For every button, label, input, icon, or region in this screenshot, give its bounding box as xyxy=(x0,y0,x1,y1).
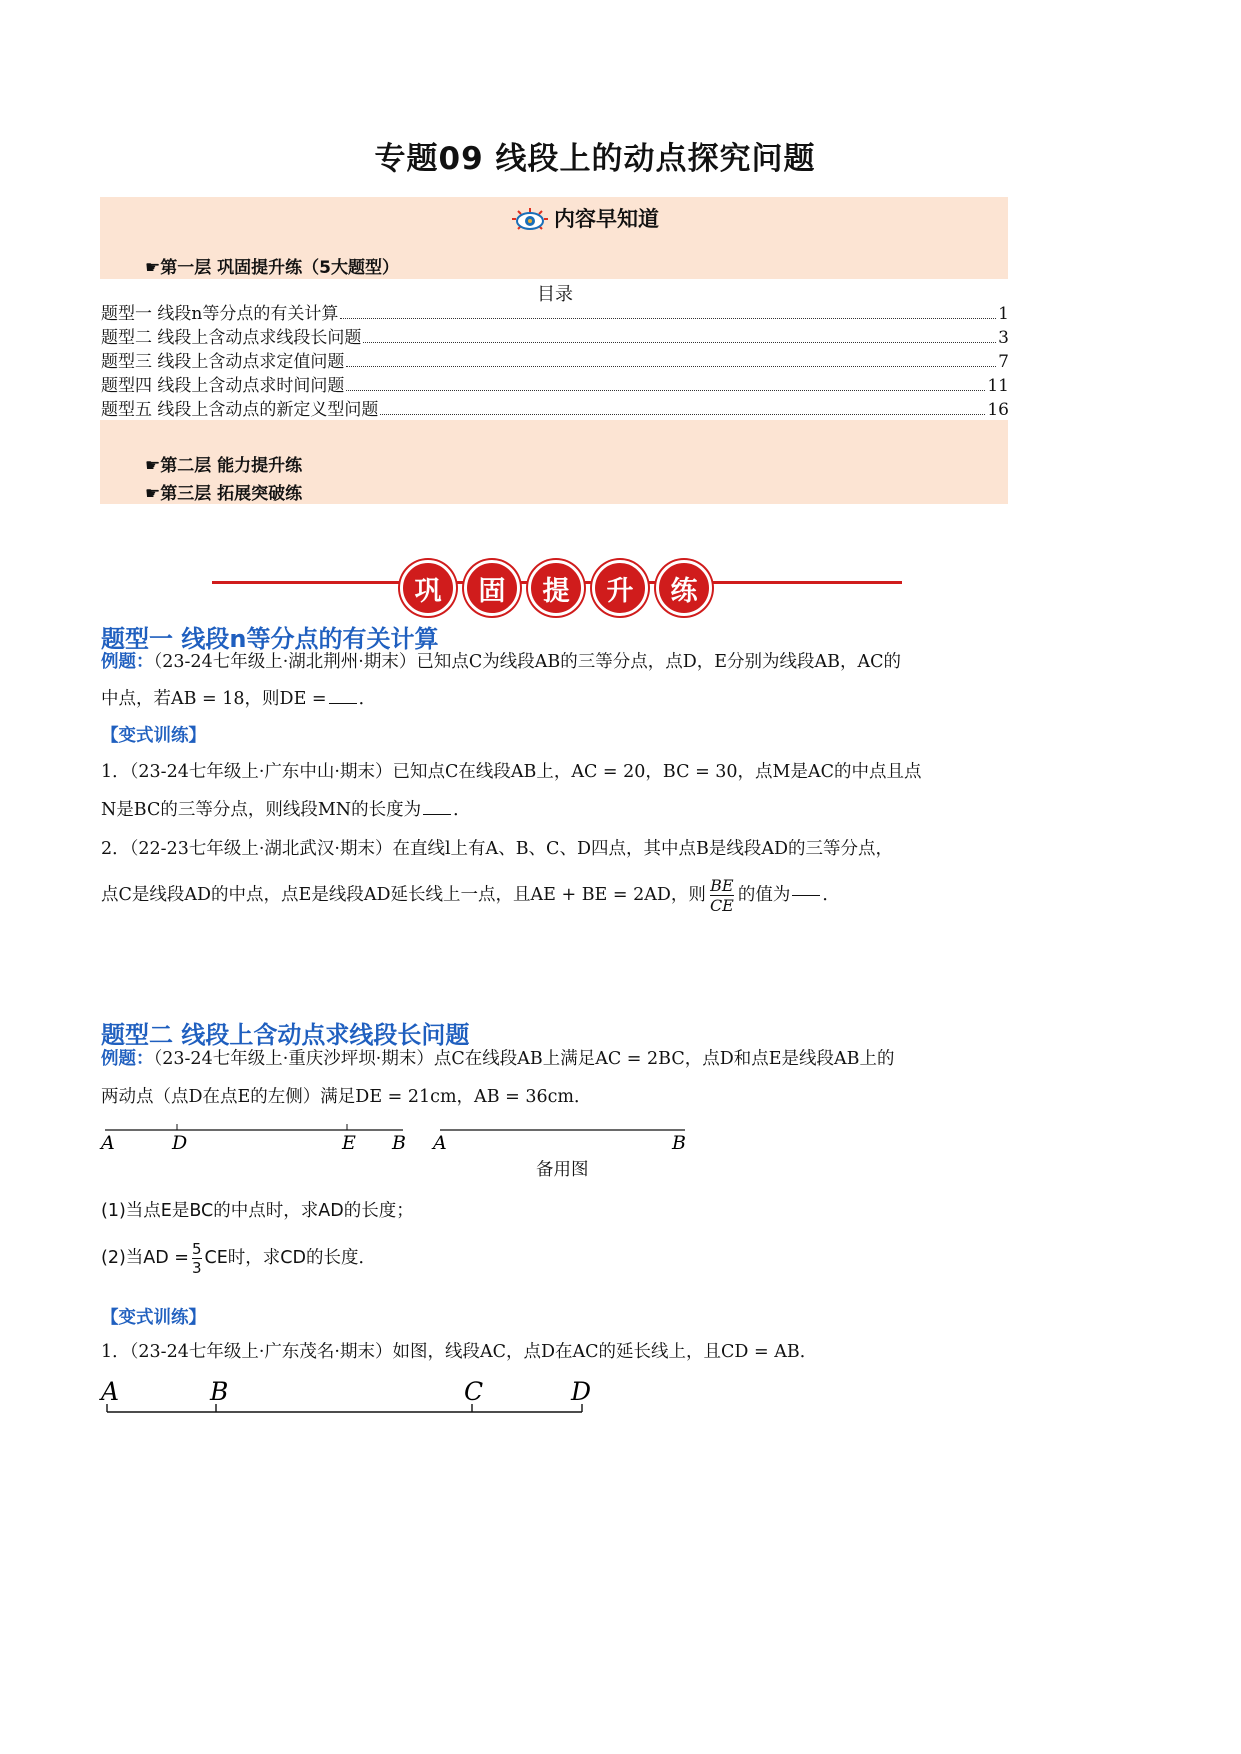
toc-item-label: 题型四 线段上含动点求时间问题 xyxy=(101,376,345,396)
section-2-example-line-2: 两动点（点D在点E的左侧）满足DE = 21cm，AB = 36cm． xyxy=(101,1087,592,1107)
toc-item-label: 题型三 线段上含动点求定值问题 xyxy=(101,352,345,372)
answer-blank[interactable] xyxy=(329,703,357,704)
section-2-example-line-1 xyxy=(101,1049,895,1070)
section-1-heading: 题型一 线段n等分点的有关计算 xyxy=(101,625,439,653)
point-label-a: A xyxy=(101,1132,115,1154)
banner-char: 升 xyxy=(592,560,648,616)
toc-leader xyxy=(346,390,985,391)
point-label-c: C xyxy=(464,1377,484,1406)
toc-item[interactable] xyxy=(101,326,1009,348)
segment-figure-1 xyxy=(95,1118,715,1158)
point-label-e: E xyxy=(342,1132,356,1154)
point-label-d: D xyxy=(172,1132,188,1154)
point-label-b: B xyxy=(210,1377,229,1406)
sub-question-1: (1)当点E是BC的中点时，求AD的长度； xyxy=(101,1201,414,1221)
fraction-denominator: CE xyxy=(709,896,734,916)
toc-item-label: 题型二 线段上含动点求线段长问题 xyxy=(101,328,362,348)
variant-question-1: 1．（23-24七年级上·广东茂名·期末）如图，线段AC，点D在AC的延长线上，且CD = AB． xyxy=(101,1342,818,1362)
point-label-a: A xyxy=(101,1377,120,1406)
fraction-numerator: BE xyxy=(710,876,734,895)
toc-item[interactable] xyxy=(101,350,1009,372)
fraction-be-ce xyxy=(710,876,734,915)
toc-item-page: 3 xyxy=(998,328,1009,348)
toc-leader xyxy=(346,366,996,367)
spare-point-label-b: B xyxy=(672,1132,686,1154)
section-1-example-line-1 xyxy=(101,652,901,673)
section-2-heading: 题型二 线段上含动点求线段长问题 xyxy=(101,1021,470,1049)
segment-figure-3 xyxy=(95,1372,615,1422)
toc-item[interactable] xyxy=(101,374,1009,396)
eye-icon xyxy=(510,207,550,233)
banner-char: 固 xyxy=(464,560,520,616)
section-banner xyxy=(400,560,712,616)
toc-item-page: 1 xyxy=(998,304,1009,324)
toc-item-label: 题型一 线段n等分点的有关计算 xyxy=(101,304,339,324)
variant-label: 【变式训练】 xyxy=(101,1308,206,1328)
example-text: （23-24七年级上·湖北荆州·期末）已知点C为线段AB的三等分点，点D，E分别为线段AB，AC的 xyxy=(153,652,902,672)
toc-leader xyxy=(380,414,985,415)
toc-item[interactable] xyxy=(101,302,1009,324)
answer-blank[interactable] xyxy=(792,895,820,896)
toc-title: 目录 xyxy=(537,284,573,305)
fraction-five-thirds xyxy=(192,1240,202,1277)
sub-question-2 xyxy=(101,1240,376,1277)
toc-item-page: 7 xyxy=(998,352,1009,372)
example-label: 例题： xyxy=(101,652,154,672)
variant-label: 【变式训练】 xyxy=(101,726,206,746)
toc-leader xyxy=(340,318,996,319)
toc-item-page: 11 xyxy=(987,376,1009,396)
banner-char: 巩 xyxy=(400,560,456,616)
example-label: 例题： xyxy=(101,1049,154,1069)
question-1-line-1: 1．（23-24七年级上·广东中山·期末）已知点C在线段AB上，AC = 20，BC = 30，点M是AC的中点且点 xyxy=(101,762,922,782)
fraction-numerator: 5 xyxy=(191,1240,202,1258)
overview-heading-text: 内容早知道 xyxy=(554,207,659,231)
fraction-denominator: 3 xyxy=(191,1259,202,1277)
sub-question-text: (2)当AD = xyxy=(101,1248,189,1268)
point-label-b: B xyxy=(392,1132,406,1154)
layer-2-label: ☛第二层 能力提升练 xyxy=(145,456,303,476)
layer-3-label: ☛第三层 拓展突破练 xyxy=(145,484,303,504)
toc-item[interactable] xyxy=(101,398,1009,420)
question-2-line-2: 点C是线段AD的中点，点E是线段AD延长线上一点，且AE + BE = 2AD，则 $\frac{BE}{CE}$ 的值为 ． xyxy=(101,876,840,916)
question-text: 点C是线段AD的中点，点E是线段AD延长线上一点，且AE + BE = 2AD，则 xyxy=(101,885,706,906)
example-text: 中点，若AB = 18，则DE = xyxy=(101,689,327,709)
sub-question-text: CE时，求CD的长度． xyxy=(204,1248,376,1268)
section-1-example-line-2: 中点，若AB = 18，则DE = ． xyxy=(101,689,377,709)
toc-leader xyxy=(363,342,996,343)
banner-char: 提 xyxy=(528,560,584,616)
answer-blank[interactable] xyxy=(423,814,451,815)
question-2-line-1: 2．（22-23七年级上·湖北武汉·期末）在直线l上有A、B、C、D四点，其中点B是线段AD的三等分点， xyxy=(101,839,894,859)
overview-heading xyxy=(510,203,659,233)
toc-item-page: 16 xyxy=(987,400,1009,420)
question-text: 的值为 xyxy=(737,885,791,906)
spare-point-label-a: A xyxy=(433,1132,447,1154)
spare-figure-caption: 备用图 xyxy=(536,1160,589,1180)
page-title: 专题09 线段上的动点探究问题 xyxy=(374,141,816,177)
question-text: N是BC的三等分点，则线段MN的长度为 xyxy=(101,800,422,820)
banner-char: 练 xyxy=(656,560,712,616)
question-1-line-2: N是BC的三等分点，则线段MN的长度为 ． xyxy=(101,800,471,820)
toc-item-label: 题型五 线段上含动点的新定义型问题 xyxy=(101,400,379,420)
example-text: （23-24七年级上·重庆沙坪坝·期末）点C在线段AB上满足AC = 2BC，点D和点E是线段AB上的 xyxy=(153,1049,895,1069)
point-label-d: D xyxy=(571,1377,592,1406)
layer-1-label: ☛第一层 巩固提升练（5大题型） xyxy=(145,258,399,278)
